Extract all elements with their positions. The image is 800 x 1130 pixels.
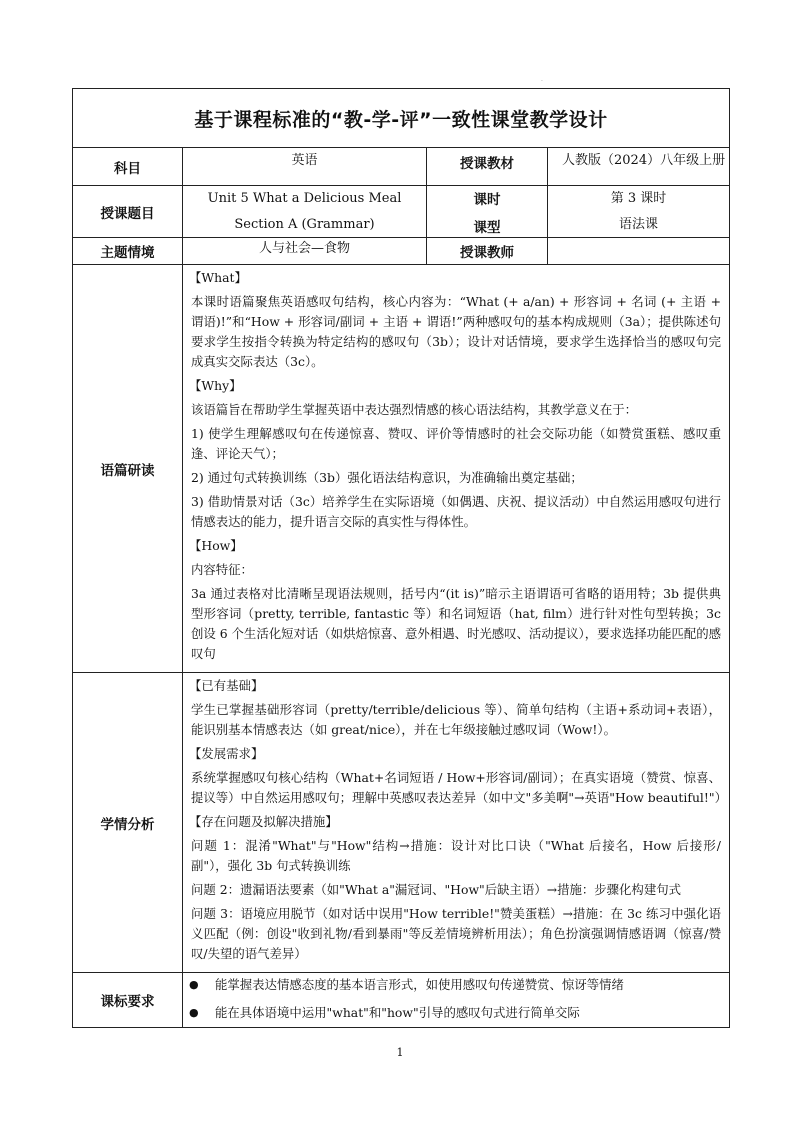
- teacher-value: [548, 238, 730, 265]
- type-value: 语法课: [618, 217, 658, 232]
- bullet-icon: ●: [189, 978, 199, 991]
- textbook-label: 授课教材: [427, 148, 548, 186]
- why-point-3: 3) 借助情景对话（3c）培养学生在实际语境（如偶遇、庆祝、提议活动）中自然运用感叹句进行情感表达的能力，提升语言交际的真实性与得体性。: [191, 494, 721, 529]
- standards-label: 课标要求: [73, 973, 183, 1028]
- standards-item: [189, 1003, 723, 1023]
- learner-analysis-label: 学情分析: [73, 673, 183, 973]
- topic-value-line2: Section A (Grammar): [234, 217, 375, 232]
- how-intro: 内容特征：: [191, 562, 253, 577]
- period-label: 课时: [473, 191, 501, 208]
- page-number: 1: [396, 1046, 404, 1059]
- standards-content: [183, 973, 730, 1028]
- standards-item-text: 能掌握表达情感态度的基本语言形式，如使用感叹句传递赞赏、惊讶等情绪: [215, 977, 624, 992]
- basis-text: 学生已掌握基础形容词（pretty/terrible/delicious 等）、简单句结构（主语+系动词+表语），能识别基本情感表达（如 great/nice），并在七年级接触过感叹词（Wow!）。: [191, 702, 721, 737]
- topic-value: [183, 186, 427, 238]
- theme-value: 人与社会—食物: [183, 238, 427, 265]
- topic-value-line1: Unit 5 What a Delicious Meal: [207, 191, 402, 206]
- needs-heading: 【发展需求】: [189, 746, 264, 761]
- why-intro: 该语篇旨在帮助学生掌握英语中表达强烈情感的核心语法结构，其教学意义在于：: [191, 402, 638, 417]
- teacher-label: 授课教师: [427, 238, 548, 265]
- type-label: 课型: [473, 219, 501, 236]
- textbook-value: 人教版（2024）八年级上册: [548, 148, 730, 186]
- lesson-plan-table: [72, 88, 730, 1028]
- theme-label: 主题情境: [73, 238, 183, 265]
- why-point-1: 1) 使学生理解感叹句在传递惊喜、赞叹、评价等情感时的社会交际功能（如赞赏蛋糕、感叹重逢、评论天气）；: [191, 426, 721, 461]
- bullet-icon: ●: [189, 1006, 199, 1019]
- what-text: 本课时语篇聚焦英语感叹句结构，核心内容为：“What (+ a/an) + 形容词 + 名词 (+ 主语 + 谓语)!”和“How + 形容词/副词 + 主语 + 谓语!”两种感叹句的基本构成规则（3a）；提供陈述句要求学生按指令转换为特定结构的感叹句（3b）；设计对话情境，要求学生选择恰当的感叹句完成真实交际表达（3c）。: [191, 294, 721, 369]
- top-mark: .: [541, 76, 543, 83]
- standards-item-text: 能在具体语境中运用"what"和"how"引导的感叹句式进行简单交际: [215, 1005, 580, 1020]
- standards-item: [189, 975, 723, 995]
- issues-heading: 【存在问题及拟解决措施】: [189, 814, 338, 829]
- document-title: 基于课程标准的“教-学-评”一致性课堂教学设计: [73, 89, 730, 148]
- period-type-labels: [427, 186, 548, 238]
- topic-label: 授课题目: [73, 186, 183, 238]
- what-heading: 【What】: [189, 270, 247, 285]
- text-analysis-label: 语篇研读: [73, 265, 183, 673]
- standards-list: [183, 973, 729, 1027]
- basis-heading: 【已有基础】: [189, 678, 264, 693]
- needs-text: 系统掌握感叹句核心结构（What+名词短语 / How+形容词/副词）；在真实语境（赞赏、惊喜、提议等）中自然运用感叹句；理解中英感叹表达差异（如中文"多美啊"→英语"How beautiful!"）: [191, 770, 727, 805]
- period-type-values: [548, 186, 730, 238]
- how-text: 3a 通过表格对比清晰呈现语法规则，括号内“(it is)”暗示主语谓语可省略的语用特；3b 提供典型形容词（pretty, terrible, fantastic 等）和名词短语（hat, film）进行针对性句型转换；3c 创设 6 个生活化短对话（如烘焙惊喜、意外相遇、时光感叹、活动提议），要求选择功能匹配的感叹句: [191, 586, 721, 661]
- subject-label: 科目: [73, 148, 183, 186]
- learner-analysis-content: [183, 673, 730, 973]
- issue-2: 问题 2：遗漏语法要素（如"What a"漏冠词、"How"后缺主语）→措施：步骤化构建句式: [191, 882, 681, 897]
- subject-value: 英语: [183, 148, 427, 186]
- issue-3: 问题 3：语境应用脱节（如对话中误用"How terrible!"赞美蛋糕）→措施：在 3c 练习中强化语义匹配（例：创设"收到礼物/看到暴雨"等反差情境辨析用法）；角色扮演强调情感语调（惊喜/赞叹/失望的语气差异）: [191, 906, 721, 961]
- period-value: 第 3 课时: [610, 191, 667, 206]
- why-point-2: 2) 通过句式转换训练（3b）强化语法结构意识，为准确输出奠定基础；: [191, 470, 583, 485]
- text-analysis-content: [183, 265, 730, 673]
- issue-1: 问题 1：混淆"What"与"How"结构→措施：设计对比口诀（"What 后接名，How 后接形/副"），强化 3b 句式转换训练: [191, 838, 721, 873]
- why-heading: 【Why】: [189, 378, 242, 393]
- how-heading: 【How】: [189, 538, 243, 553]
